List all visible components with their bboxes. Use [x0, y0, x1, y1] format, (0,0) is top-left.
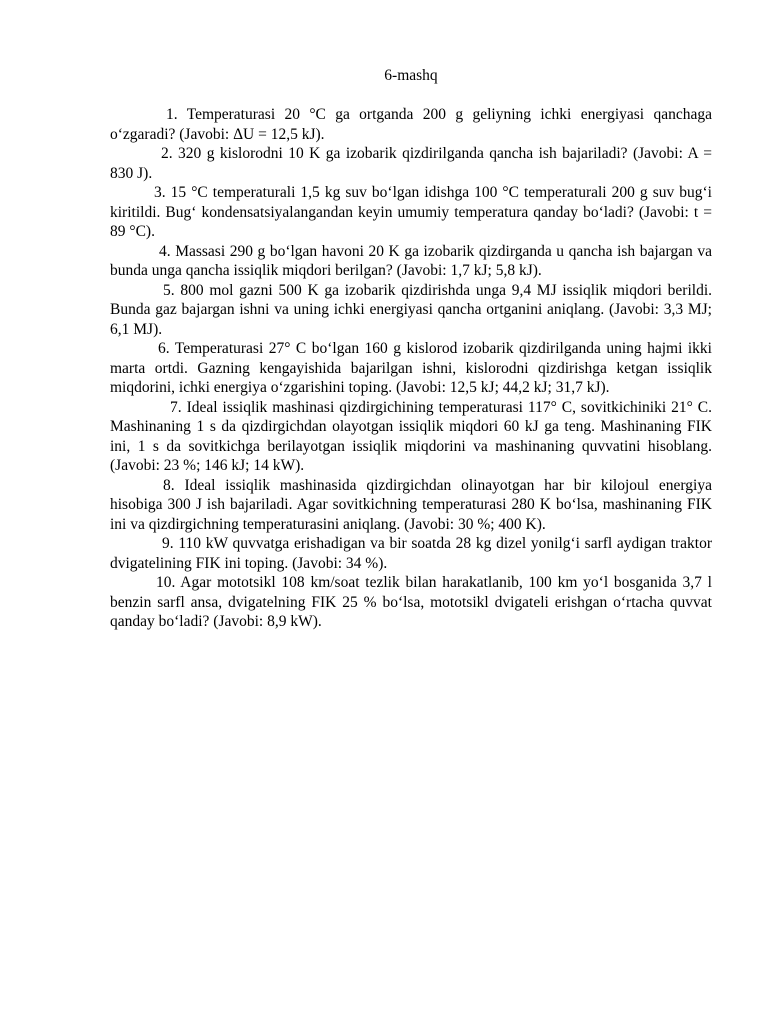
- problem-9: 9. 110 kW quvvatga erishadigan va bir soatda 28 kg dizel yonilg‘i sarfl aydigan traktor dvigatelining FIK ini toping. (Javobi: 34 %).: [110, 535, 712, 572]
- problem-7: 7. Ideal issiqlik mashinasi qizdirgichining temperaturasi 117° C, sovitkichiniki 21° C. Mashinaning 1 s da qizdirgichdan olayotgan issiqlik miqdori 60 kJ ga teng. Mashinaning FIK ini, 1 s da sovitkichga berilayotgan issiqlik miqdorini va mashinaning quvvatini hisoblang. (Javobi: 23 %; 146 kJ; 14 kW).: [110, 398, 712, 474]
- problem-3: 3. 15 °C temperaturali 1,5 kg suv bo‘lgan idishga 100 °C temperaturali 200 g suv bug‘i kiritildi. Bug‘ kondensatsiyalangandan keyin umumiy temperatura qanday bo‘ladi? (Javobi: t = 89 °C).: [110, 184, 712, 240]
- problem-10: 10. Agar mototsikl 108 km/soat tezlik bilan harakatlanib, 100 km yo‘l bosganida 3,7 l benzin sarfl ansa, dvigatelning FIK 25 % bo‘lsa, mototsikl dvigateli erishgan o‘rtacha quvvat qanday bo‘ladi? (Javobi: 8,9 kW).: [110, 574, 712, 630]
- problem-8: 8. Ideal issiqlik mashinasida qizdirgichdan olinayotgan har bir kilojoul energiya hisobiga 300 J ish bajariladi. Agar sovitkichning temperaturasi 280 K bo‘lsa, mashinaning FIK ini va qizdirgichning temperaturasini aniqlang. (Javobi: 30 %; 400 K).: [110, 476, 712, 533]
- problem-1: 1. Temperaturasi 20 °C ga ortganda 200 g geliyning ichki energiyasi qanchaga o‘zgaradi? (Javobi: ΔU = 12,5 kJ).: [110, 106, 712, 143]
- document-page: [110, 66, 712, 632]
- problem-2: 2. 320 g kislorodni 10 K ga izobarik qizdirilganda qancha ish bajariladi? (Javobi: A = 830 J).: [110, 145, 712, 182]
- problem-5: 5. 800 mol gazni 500 K ga izobarik qizdirishda unga 9,4 MJ issiqlik miqdori berildi. Bunda gaz bajargan ishni va uning ichki energiyasi qancha ortganini aniqlang. (Javobi: 3,3 MJ; 6,1 MJ).: [110, 281, 712, 338]
- problem-6: 6. Temperaturasi 27° C bo‘lgan 160 g kislorod izobarik qizdirilganda uning hajmi ikki marta ortdi. Gazning kengayishida bajarilgan ishni, kislorodni qizdirishga ketgan issiqlik miqdorini, ichki energiya o‘zgarishini toping. (Javobi: 12,5 kJ; 44,2 kJ; 31,7 kJ).: [110, 340, 712, 396]
- exercise-title: 6-mashq: [384, 67, 438, 84]
- problem-4: 4. Massasi 290 g bo‘lgan havoni 20 K ga izobarik qizdirganda u qancha ish bajargan va bunda unga qancha issiqlik miqdori berilgan? (Javobi: 1,7 kJ; 5,8 kJ).: [110, 242, 712, 279]
